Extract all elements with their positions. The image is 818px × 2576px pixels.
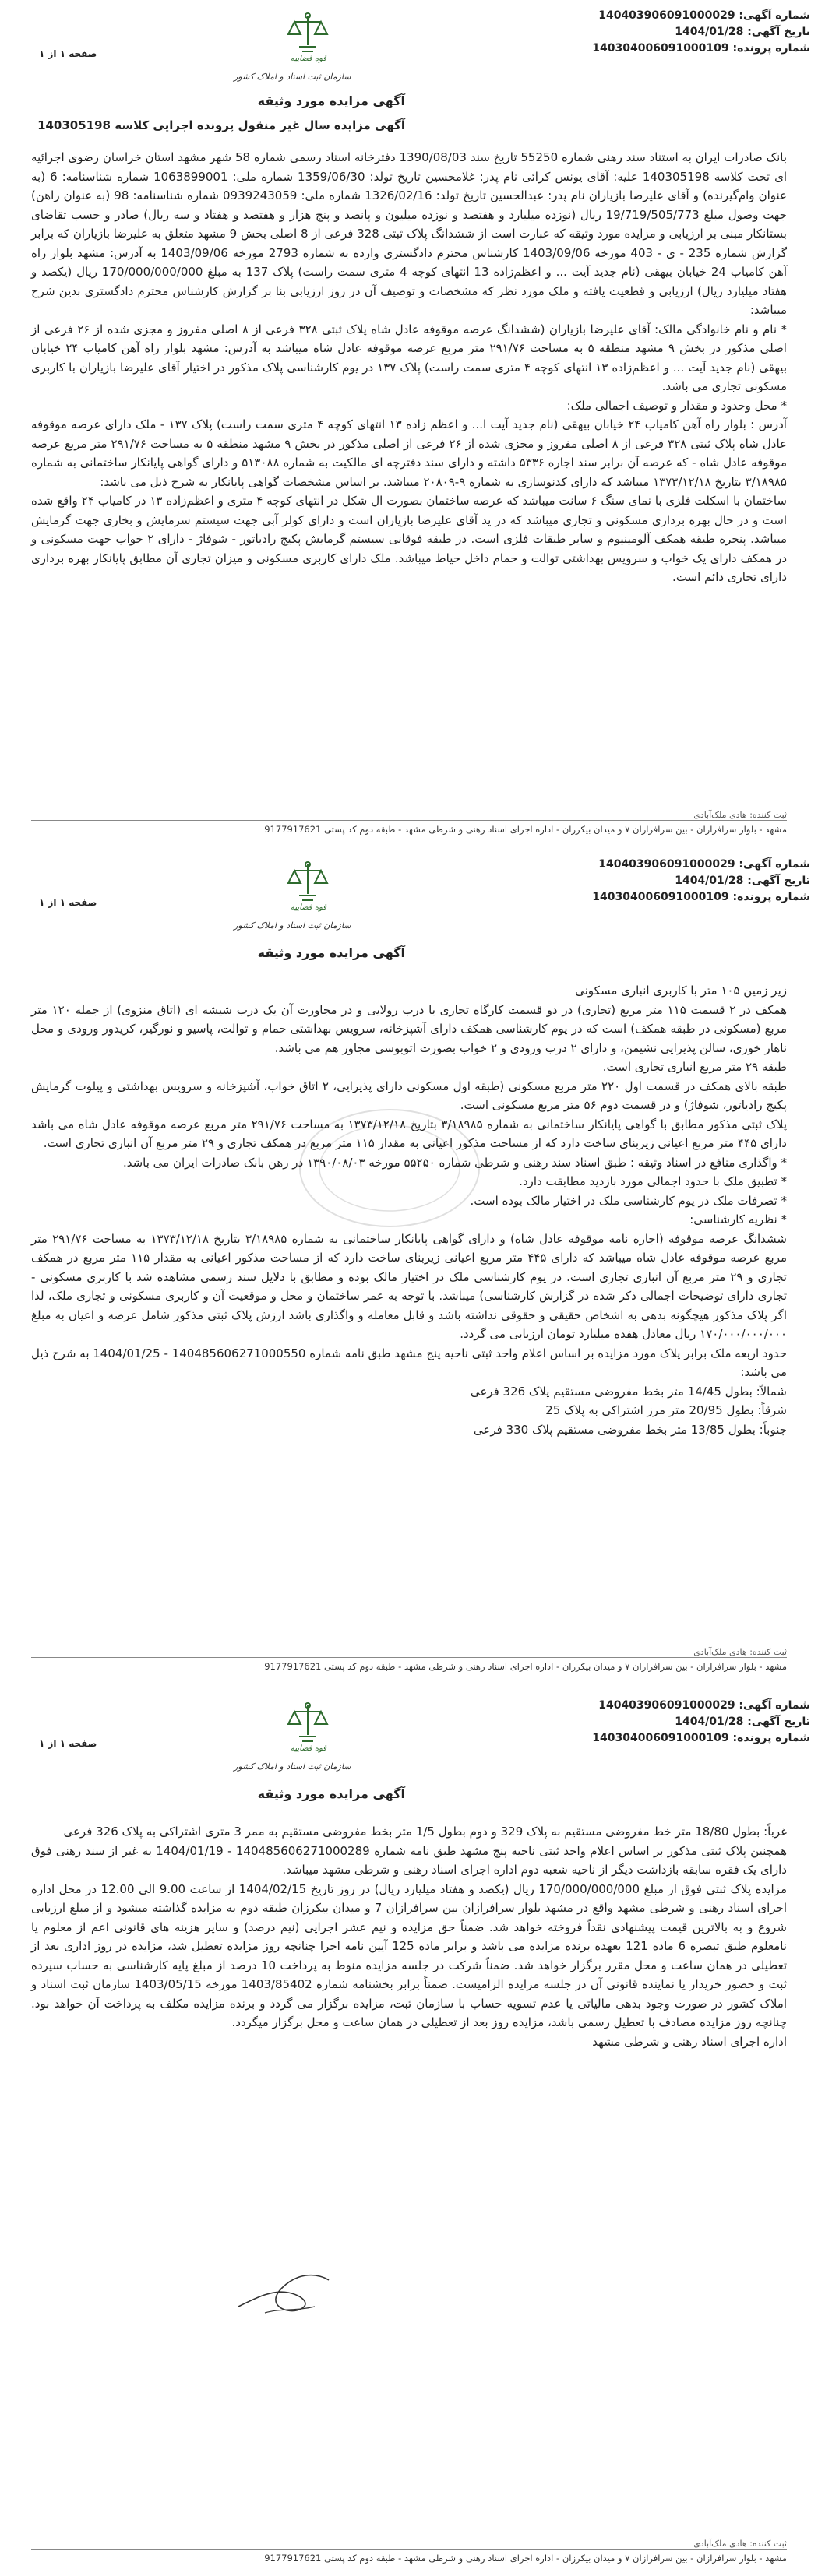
footer-address: مشهد - بلوار سرافرازان - بین سرافرازان ۷ و میدان بیکرزان - اداره اجرای اسناد رهنی و شرطی مشهد - طبقه دوم کد پستی 9177917621 xyxy=(264,2553,787,2564)
paragraph: طبقه ۲۹ متر مربع انباری تجاری است. xyxy=(602,1060,787,1074)
judiciary-emblem-icon xyxy=(280,1701,335,1753)
page-indicator: صفحه ۱ از ۱ xyxy=(39,897,97,908)
judiciary-emblem-icon xyxy=(280,11,335,63)
boundary-east: شرقاً: بطول 20/95 متر مرز اشتراکی به پلاک 25 xyxy=(545,1403,787,1417)
page-footer xyxy=(31,1647,787,1672)
notice-number: شماره آگهی: 140403906091000029 xyxy=(598,9,810,22)
paragraph: * تصرفات ملک در یوم کارشناسی ملک در اختیار مالک بوده است. xyxy=(470,1193,787,1208)
file-number: شماره پرونده: 140304006091000109 xyxy=(592,42,810,55)
notice-body xyxy=(31,1822,787,2051)
page-footer xyxy=(31,2539,787,2564)
paragraph: * محل وحدود و مقدار و توصیف اجمالی ملک: xyxy=(566,398,787,413)
notice-number: شماره آگهی: 140403906091000029 xyxy=(598,858,810,871)
paragraph: ساختمان با اسکلت فلزی با نمای سنگ ۶ سانت میباشد که عرصه ساختمان بصورت ال شکل در انتهای کوچه ۴ متری و اعظم‌زاده ۱۳ در کامیاب ۲۴ واقع شده است و در حال بهره برداری مسکونی و تجاری میباشد که در ید آقای علیرضا بازیاران است و دارای کولر آبی جهت سیستم سرمایش و بخاری جهت گرمایش میباشد. پنجره طبقه همکف آلومینیوم و سایر طبقات فلزی است. در طبقه فوقانی سیستم گرمایش پکیج رادیاتور - شوفاژ - دارای ۲ خواب جهت مسکونی و در همکف دارای یک خواب و سرویس بهداشتی توالت و حمام داخل حیاط میباشد. ملک دارای کاربری مسکونی و میزان تجاری آن مطابق پایانکار بهره برداری دارای تجاری دائم است. xyxy=(31,494,787,584)
page-indicator: صفحه ۱ از ۱ xyxy=(39,48,97,59)
notice-number: شماره آگهی: 140403906091000029 xyxy=(598,1699,810,1712)
paragraph: زیر زمین ۱۰۵ متر با کاربری انباری مسکونی xyxy=(575,984,787,998)
notice-title: آگهی مزایده مورد وثیقه xyxy=(257,93,405,108)
issuing-office: اداره اجرای اسناد رهنی و شرطی مشهد xyxy=(592,2034,787,2049)
notice-page-3 xyxy=(0,1690,818,2576)
organization-name: سازمان ثبت اسناد و املاک کشور xyxy=(234,1761,351,1772)
notice-meta xyxy=(483,8,810,57)
footer-address: مشهد - بلوار سرافرازان - بین سرافرازان ۷ و میدان بیکرزان - اداره اجرای اسناد رهنی و شرطی مشهد - طبقه دوم کد پستی 9177917621 xyxy=(264,824,787,835)
page-indicator: صفحه ۱ از ۱ xyxy=(39,1738,97,1749)
emblem-caption: قوه قضاییه xyxy=(290,903,327,912)
file-number: شماره پرونده: 140304006091000109 xyxy=(592,891,810,903)
paragraph: * واگذاری منافع در اسناد وثیقه : طبق اسناد سند رهنی و شرطی شماره ۵۵۲۵۰ مورخه ۱۳۹۰/۰۸/۰۳ در رهن بانک صادرات ایران می باشد. xyxy=(122,1155,787,1170)
registrar-name: ثبت کننده: هادی ملک‌آبادی xyxy=(693,2539,787,2549)
footer-divider xyxy=(31,820,787,821)
paragraph: طبقه بالای همکف در قسمت اول ۲۲۰ متر مربع مسکونی (طبقه اول مسکونی دارای پذیرایی، ۲ اتاق خواب، آشپزخانه و سرویس بهداشتی و پیلوت گرمایش پکیج رادیاتور، شوفاژ) و در قسمت دوم ۵۶ متر مربع مسکونی است. xyxy=(31,1079,788,1112)
notice-page-2 xyxy=(0,849,818,1690)
paragraph: پلاک ثبتی مذکور مطابق با گواهی پایانکار ساختمانی به شماره ۳/۱۸۹۸۵ بتاریخ ۱۳۷۳/۱۲/۱۸ به مساحت ۲۹۱/۷۶ متر مربع عرصه موقوفه عادل شاه می باشد دارای ۴۴۵ متر مربع اعیانی زیربنای ساخت دارد که از مساحت مذکور اعیانی به مقدار ۱۱۵ متر مربع در همکف تجاری و ۲۹ متر مربع آن انباری تجاری است. xyxy=(31,1117,787,1150)
paragraph: حدود اربعه ملک برابر پلاک مورد مزایده بر اساس اعلام واحد ثبتی ناحیه پنج مشهد طبق نامه شماره 140485606271000550 - 1404/01/25 به شرح ذیل می باشد: xyxy=(31,1346,787,1379)
paragraph: بانک صادرات ایران به استناد سند رهنی شماره 55250 تاریخ سند 1390/08/03 دفترخانه اسناد رسمی شماره 58 شهر مشهد استان خراسان رضوی اجرائیه ای تحت کلاسه 140305198 علیه: آقای یونس کرائی نام پدر: غلامحسین تاریخ تولد: 1359/06/30 شماره ملی: 1063899001 شماره شناسنامه: 6 (به عنوان وام‌گیرنده) و آقای علیرضا بازیاران نام پدر: عبدالحسین تاریخ تولد: 1326/02/16 شماره ملی: 0939243059 شماره شناسنامه: 98 (به عنوان راهن) جهت وصول مبلغ 19/719/505/773 ریال (نوزده میلیارد و هفتصد و نوزده میلیون و پانصد و پنج هزار و هفتصد و هفتاد و سه ریال) صادر و حسب تقاضای بستانکار مبنی بر ارزیابی و مزایده مورد وثیقه که عبارت است از ششدانگ پلاک ثبتی 328 فرعی از 8 اصلی بخش 9 مشهد متعلق به علیرضا بازیاران که برابر گزارش شماره 235 - ی - 403 مورخه 1403/09/06 کارشناس محترم دادگستری وارده به شماره 2793 مورخه 1403/09/06 به آدرس: مشهد بلوار راه آهن کامیاب 24 خیابان بیهقی (نام جدید آیت ... و اعظم‌زاده 13 انتهای کوچه 4 متری سمت راست) پلاک 137 به مبلغ 170/000/000/000 ریال (یکصد و هفتاد میلیارد ریال) ارزیابی و قطعیت یافته و ملک مورد نظر که مشخصات و توصیف آن در روز ارزیابی بنا بر گزارش کارشناس محترم دادگستری بدین شرح میباشد: xyxy=(31,150,788,317)
notice-body xyxy=(31,148,787,587)
notice-date: تاریخ آگهی: 1404/01/28 xyxy=(675,875,810,887)
paragraph: * تطبیق ملک با حدود اجمالی مورد بازدید مطابقت دارد. xyxy=(519,1174,787,1188)
organization-name: سازمان ثبت اسناد و املاک کشور xyxy=(234,920,351,931)
paragraph: * نظریه کارشناسی: xyxy=(689,1212,787,1226)
page-footer xyxy=(31,810,787,835)
registrar-name: ثبت کننده: هادی ملک‌آبادی xyxy=(693,810,787,820)
notice-title: آگهی مزایده مورد وثیقه xyxy=(257,945,405,960)
file-number: شماره پرونده: 140304006091000109 xyxy=(592,1732,810,1744)
notice-subtitle: آگهی مزایده سال غیر منقول پرونده اجرایی کلاسه 140305198 xyxy=(37,118,405,132)
notice-page-1 xyxy=(0,0,818,849)
footer-divider xyxy=(31,1657,787,1658)
notice-body xyxy=(31,981,787,1439)
paragraph: مزایده پلاک ثبتی فوق از مبلغ 170/000/000/000 ریال (یکصد و هفتاد میلیارد ریال) در روز تاریخ 1404/02/15 از ساعت 9.00 الی 12.00 در محل اداره اجرای اسناد رهنی و شرطی مشهد واقع در مشهد بلوار سرافرازان بین سرافرازان 7 و میدان بیکرزان طبقه دوم به مزایده گذاشته میشود و از مبلغ ارزیابی شروع و به بالاترین قیمت پیشنهادی نقداً فروخته خواهد شد. ضمناً حق مزایده و نیم عشر اجرایی (نیم درصد) و سایر هزینه های قانونی اعم از معلوم یا نامعلوم طبق تبصره 6 ماده 121 بعهده برنده مزایده می باشد و برابر ماده 125 آیین نامه اجرا چنانچه روز مزایده تعطیل شد، مزایده در روز اداری بعد از تعطیلی در همان ساعت و محل مقرر برگزار خواهد شد. ضمناً شرکت در جلسه مزایده منوط به پرداخت 10 درصد از مبلغ پایه کارشناسی به حساب سپرده ثبت و حضور خریدار یا نماینده قانونی آن در جلسه مزایده الزامیست. ضمناً برابر بخشنامه شماره 1403/85402 مورخه 1403/05/15 سازمان ثبت اسناد و املاک کشور در صورت وجود بدهی مالیاتی یا عدم تسویه حساب با سازمان ثبت، مزایده برگزار می گردد و برنده مزایده مکلف به پرداخت آن خواهد بود. چنانچه روز مزایده مصادف با تعطیل رسمی باشد، مزایده روز بعد از تعطیلی در همان ساعت و محل برگزار میگردد. xyxy=(31,1881,788,2029)
notice-meta xyxy=(483,857,810,906)
notice-date: تاریخ آگهی: 1404/01/28 xyxy=(675,26,810,38)
judiciary-emblem-icon xyxy=(280,860,335,912)
paragraph: ششدانگ عرصه موقوفه (اجاره نامه موقوفه عادل شاه) و دارای گواهی پایانکار ساختمانی به شماره ۳/۱۸۹۸۵ بتاریخ ۱۳۷۳/۱۲/۱۸ به مساحت ۲۹۱/۷۶ متر مربع عرصه موقوفه عادل شاه میباشد که دارای ۴۴۵ متر مربع اعیانی زیربنای ساخت دارد که از مساحت مذکور اعیانی به مقدار ۱۱۵ متر مربع در همکف تجاری و ۲۹ متر مربع آن انباری تجاری است. در یوم کارشناسی ملک در اختیار مالک بوده و مطابق با دلایل سند رسمی مشاهده شد با کاربری مسکونی - تجاری دارای توضیحات اجمالی ذکر شده در گزارش کارشناسی) میباشد. با توجه به عمر ساختمان و محل و موقعیت آن و کاربری مسکونی و تجاری ملک، لذا اگر پلاک مذکور هیچگونه بدهی به اشخاص حقیقی و حقوقی نداشته باشد و قابل معامله و واگذاری باشد ارزش پلاک ثبتی مذکور شامل عرصه و اعیان به مبلغ ۱۷۰/۰۰۰/۰۰۰/۰۰۰ ریال معادل هفده میلیارد تومان ارزیابی می گردد. xyxy=(31,1231,787,1341)
boundary-west: غرباً: بطول 18/80 متر خط مفروضی مستقیم به پلاک 329 و دوم بطول 1/5 متر بخط مفروضی مستقیم به ممر 3 متری اشتراکی به پلاک 326 فرعی xyxy=(63,1825,787,1839)
notice-meta xyxy=(483,1698,810,1747)
footer-address: مشهد - بلوار سرافرازان - بین سرافرازان ۷ و میدان بیکرزان - اداره اجرای اسناد رهنی و شرطی مشهد - طبقه دوم کد پستی 9177917621 xyxy=(264,1661,787,1672)
paragraph: همکف در ۲ قسمت ۱۱۵ متر مربع (تجاری) در دو قسمت کارگاه تجاری با درب رولایی و در مجاورت آن یک درب شیشه ای (اتاق منزوی) از جمله ۱۲۰ متر مربع (مسکونی در طبقه همکف) است که در یوم کارشناسی همکف دارای آشپزخانه، سرویس بهداشتی حمام و توالت، پاسیو و نورگیر، کریدور ورودی و محل ناهار خوری، سالن پذیرایی نشیمن، و دارای ۲ درب ورودی و ۲ خواب بصورت اتوبوسی مجاور هم می باشد. xyxy=(31,1002,788,1055)
paragraph: همچنین پلاک ثبتی مذکور بر اساس اعلام واحد ثبتی ناحیه پنج مشهد طبق نامه شماره 140485606271000289 - 1404/01/19 به غیر از سند رهنی فوق دارای یک فقره سابقه بازداشت دیگر از ناحیه شعبه دوم اداره اجرای اسناد رهنی و شرطی مشهد میباشد. xyxy=(31,1843,787,1877)
paragraph: * نام و نام خانوادگی مالک: آقای علیرضا بازیاران (ششدانگ عرصه موقوفه عادل شاه پلاک ثبتی ۳۲۸ فرعی از ۸ اصلی مفروز و مجزی شده از ۲۶ فرعی از اصلی مذکور در بخش ۹ مشهد منطقه ۵ به مساحت ۲۹۱/۷۶ متر مربع عرصه موقوفه عادل شاه میباشد به آدرس: مشهد بلوار راه آهن کامیاب ۲۴ خیابان بیهقی (نام جدید آیت ... و اعظم‌زاده ۱۳ انتهای کوچه ۴ متری سمت راست) پلاک ۱۳۷ در یوم کارشناسی پلاک مذکور در اختیار آقای علیرضا بازیاران با کاربری مسکونی تجاری می باشد. xyxy=(31,322,787,393)
emblem-caption: قوه قضاییه xyxy=(290,55,327,63)
footer-divider xyxy=(31,2549,787,2550)
organization-name: سازمان ثبت اسناد و املاک کشور xyxy=(234,72,351,82)
boundary-south: جنوباً: بطول 13/85 متر بخط مفروضی مستقیم پلاک 330 فرعی xyxy=(473,1422,787,1437)
signature-icon xyxy=(234,2266,335,2324)
paragraph: آدرس : بلوار راه آهن کامیاب ۲۴ خیابان بیهقی (نام جدید آیت ا... و اعظم زاده ۱۳ انتهای کوچه ۴ متری سمت راست) پلاک ۱۳۷ - ملک دارای عرصه موقوفه عادل شاه پلاک ثبتی ۳۲۸ فرعی از ۸ اصلی مفروز و مجزی شده از ۲۶ فرعی از اصلی مذکور در بخش ۹ مشهد منطقه ۵ به مساحت ۲۹۱/۷۶ متر مربع عرصه موقوفه عادل شاه - که عرصه آن برابر سند اجاره ۵۳۳۶ داشته و دارای سند دفترچه ای مالکیت به شماره ۵۱۳۰۸۸ و دارای گواهی پایانکار ساختمانی به شماره ۳/۱۸۹۸۵ بتاریخ ۱۳۷۳/۱۲/۱۸ میباشد که دارای کدنوسازی به شماره ۹-۲۰۸۰۹ میباشد. بر اساس مشخصات گواهی پایانکار به شرح ذیل می باشد: xyxy=(31,417,787,489)
registrar-name: ثبت کننده: هادی ملک‌آبادی xyxy=(693,1647,787,1657)
notice-title: آگهی مزایده مورد وثیقه xyxy=(257,1786,405,1801)
boundary-north: شمالاً: بطول 14/45 متر بخط مفروضی مستقیم پلاک 326 فرعی xyxy=(470,1384,787,1399)
emblem-caption: قوه قضاییه xyxy=(290,1744,327,1753)
notice-date: تاریخ آگهی: 1404/01/28 xyxy=(675,1716,810,1728)
